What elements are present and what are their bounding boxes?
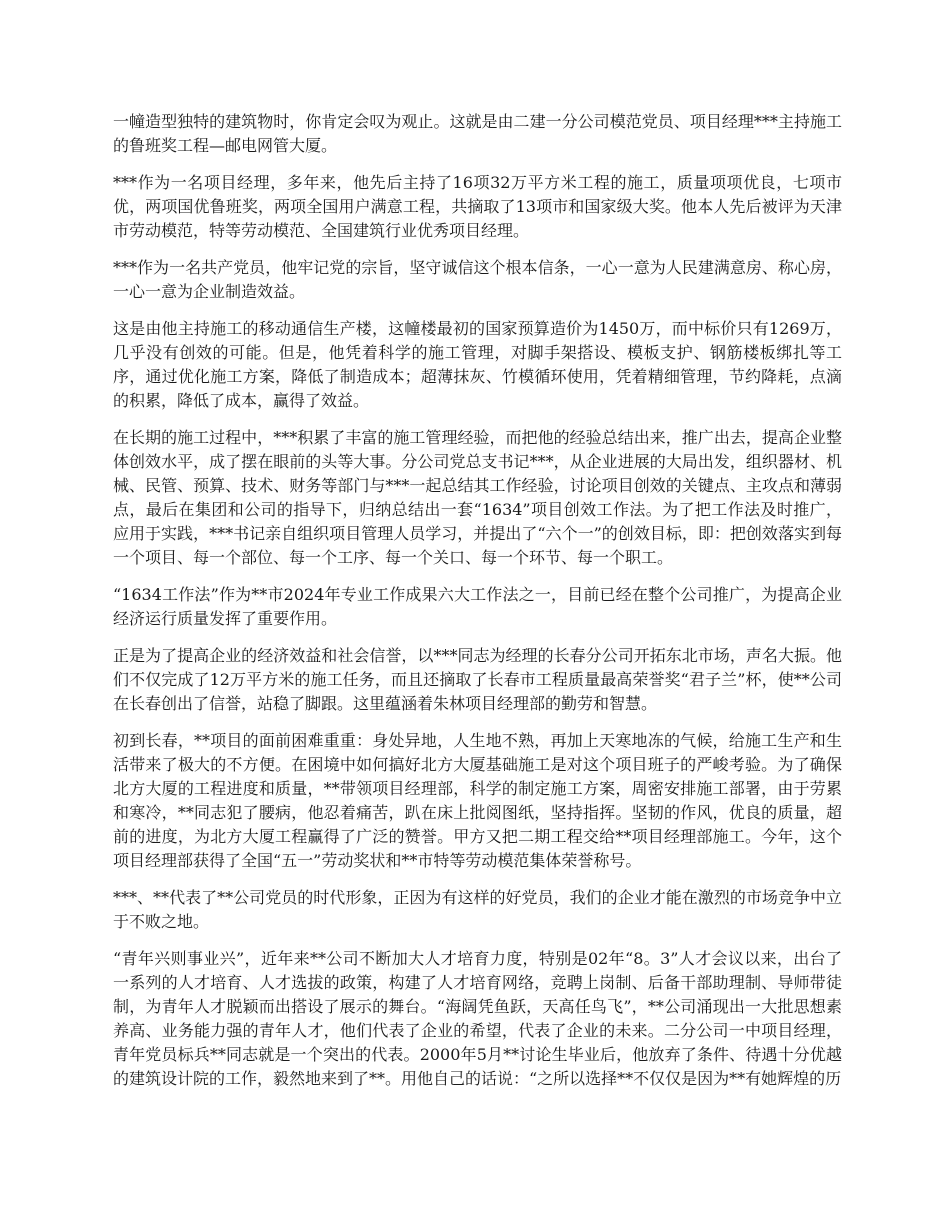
paragraph-1: 一幢造型独特的建筑物时，你肯定会叹为观止。这就是由二建一分公司模范党员、项目经理***主持施工的鲁班奖工程—邮电网管大厦。 bbox=[113, 112, 842, 155]
paragraph-7: 正是为了提高企业的经济效益和社会信誉，以***同志为经理的长春分公司开拓东北市场，声名大振。他们不仅完成了12万平方米的施工任务，而且还摘取了长春市工程质量最高荣誉奖“君子兰”杯，使**公司在长春创出了信誉，站稳了脚跟。这里蕴涵着朱林项目经理部的勤劳和智慧。 bbox=[113, 646, 842, 713]
paragraph-3: ***作为一名共产党员，他牢记党的宗旨，坚守诚信这个根本信条，一心一意为人民建满意房、称心房，一心一意为企业制造效益。 bbox=[113, 258, 842, 301]
paragraph-6: “1634工作法”作为**市2024年专业工作成果六大工作法之一，目前已经在整个公司推广，为提高企业经济运行质量发挥了重要作用。 bbox=[113, 585, 842, 628]
paragraph-4: 这是由他主持施工的移动通信生产楼，这幢楼最初的国家预算造价为1450万，而中标价只有1269万，几乎没有创效的可能。但是，他凭着科学的施工管理，对脚手架搭设、模板支护、钢筋楼板绑扎等工序，通过优化施工方案，降低了制造成本；超薄抹灰、竹模循环使用，凭着精细管理，节约降耗，点滴的积累，降低了成本，赢得了效益。 bbox=[113, 319, 842, 410]
paragraph-5: 在长期的施工过程中，***积累了丰富的施工管理经验，而把他的经验总结出来，推广出去，提高企业整体创效水平，成了摆在眼前的头等大事。分公司党总支书记***，从企业进展的大局出发，组织器材、机械、民管、预算、技术、财务等部门与***一起总结其工作经验，讨论项目创效的关键点、主攻点和薄弱点，最后在集团和公司的指导下，归纳总结出一套“1634”项目创效工作法。为了把工作法及时推广，应用于实践，***书记亲自组织项目管理人员学习，并提出了“六个一”的创效目标，即：把创效落实到每一个项目、每一个部位、每一个工序、每一个关口、每一个环节、每一个职工。 bbox=[113, 428, 842, 567]
paragraph-8: 初到长春，**项目的面前困难重重：身处异地，人生地不熟，再加上天寒地冻的气候，给施工生产和生活带来了极大的不方便。在困境中如何搞好北方大厦基础施工是对这个项目班子的严峻考验。为了确保北方大厦的工程进度和质量，**带领项目经理部，科学的制定施工方案，周密安排施工部署，由于劳累和寒冷，**同志犯了腰病，他忍着痛苦，趴在床上批阅图纸，坚持指挥。坚韧的作风，优良的质量，超前的进度，为北方大厦工程赢得了广泛的赞誉。甲方又把二期工程交给**项目经理部施工。今年，这个项目经理部获得了全国“五一”劳动奖状和**市特等劳动模范集体荣誉称号。 bbox=[113, 731, 842, 870]
paragraph-10: “青年兴则事业兴”，近年来**公司不断加大人才培育力度，特别是02年“8。3”人才会议以来，出台了一系列的人才培育、人才选拔的政策，构建了人才培育网络，竞聘上岗制、后备干部助理制、导师带徒制，为青年人才脱颖而出搭设了展示的舞台。“海阔凭鱼跃，天高任鸟飞”，**公司涌现出一大批思想素养高、业务能力强的青年人才，他们代表了企业的希望，代表了企业的未来。二分公司一中项目经理，青年党员标兵**同志就是一个突出的代表。2000年5月**讨论生毕业后，他放弃了条件、待遇十分优越的建筑设计院的工作，毅然地来到了**。用他自己的话说：“之所以选择**不仅仅是因为**有她辉煌的历 bbox=[113, 949, 842, 1088]
paragraph-9: ***、**代表了**公司党员的时代形象，正因为有这样的好党员，我们的企业才能在激烈的市场竞争中立于不败之地。 bbox=[113, 888, 842, 931]
paragraph-2: ***作为一名项目经理，多年来，他先后主持了16项32万平方米工程的施工，质量项项优良，七项市优，两项国优鲁班奖，两项全国用户满意工程，共摘取了13项市和国家级大奖。他本人先后被评为天津市劳动模范，特等劳动模范、全国建筑行业优秀项目经理。 bbox=[113, 173, 842, 240]
